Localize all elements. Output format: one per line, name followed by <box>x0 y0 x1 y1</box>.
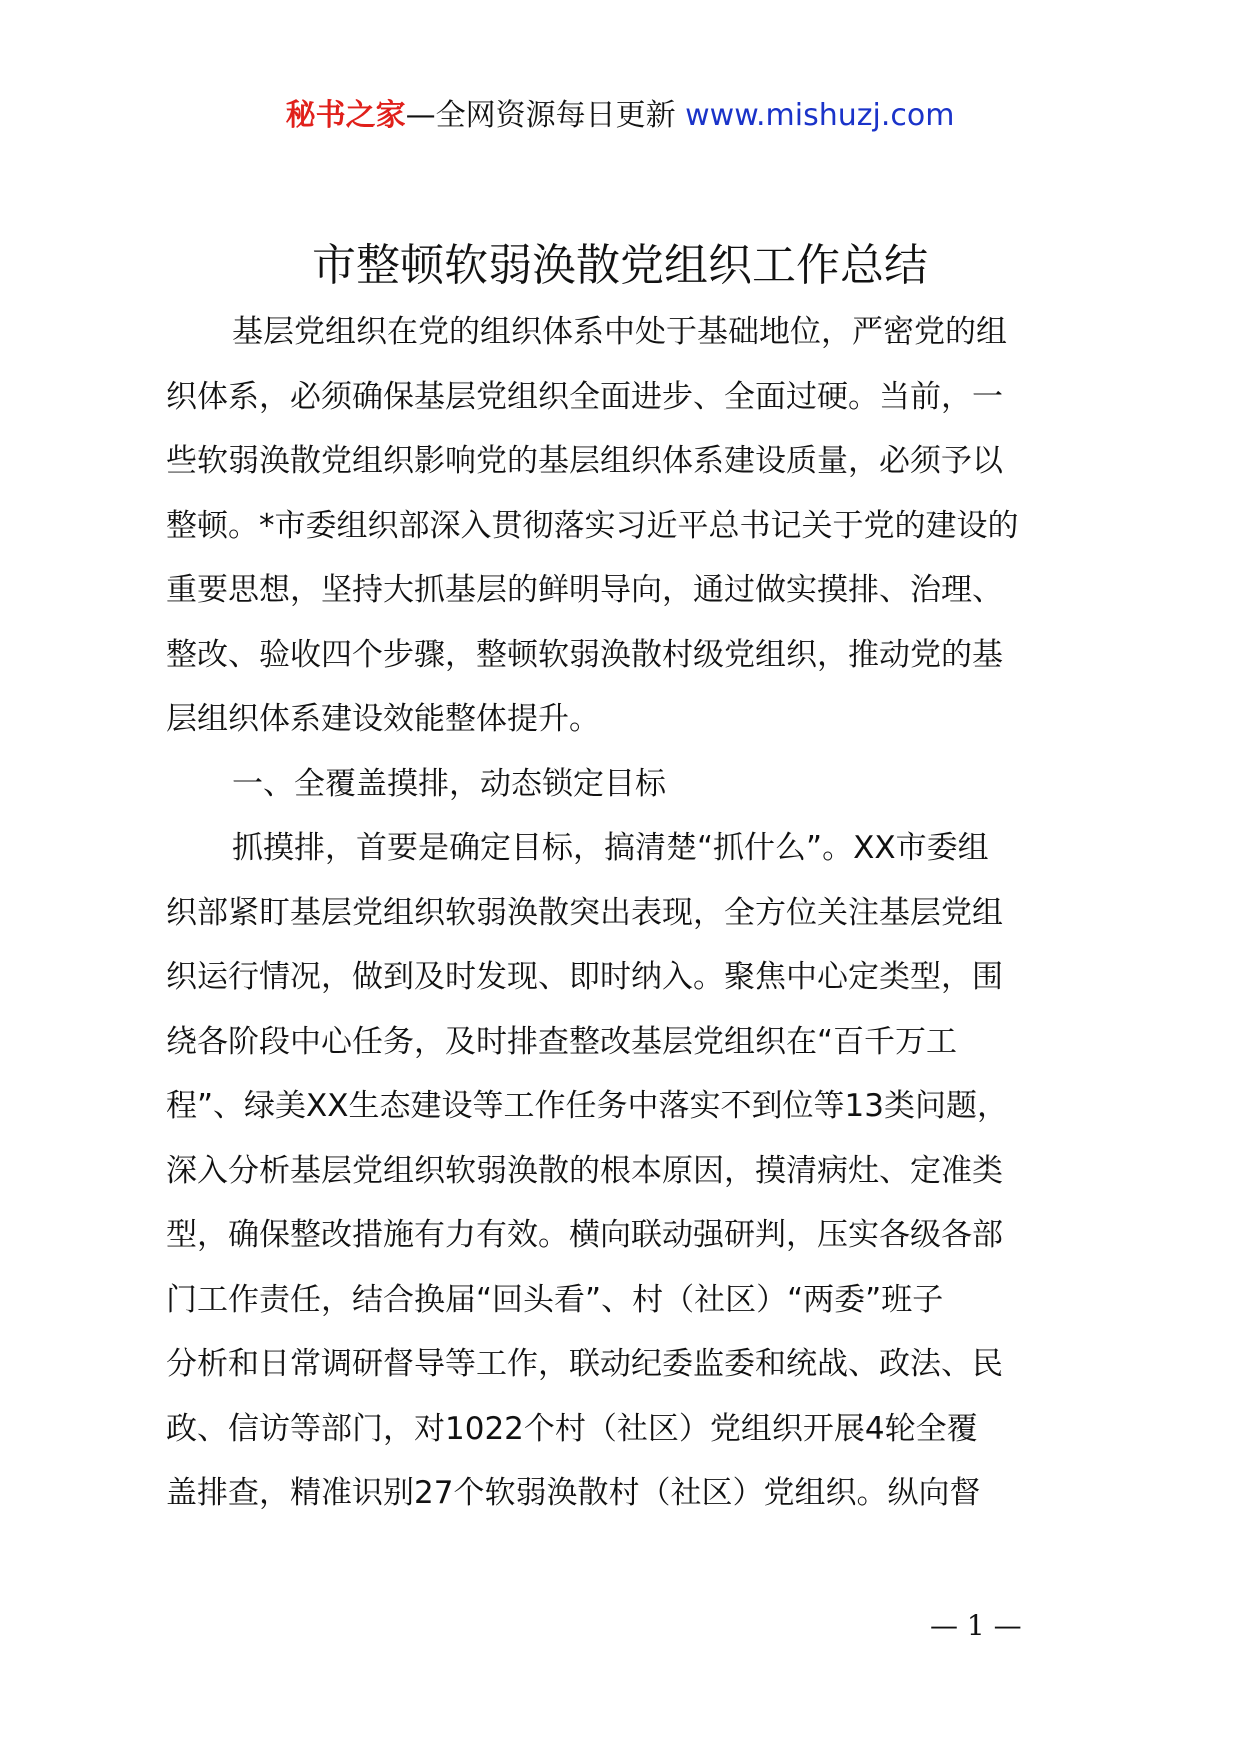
brand-name: 秘书之家 <box>285 98 406 133</box>
text-line: 绕各阶段中心任务，及时排查整改基层党组织在“百千万工 <box>166 1023 958 1060</box>
text-line: 政、信访等部门，对1022个村（社区）党组织开展4轮全覆 <box>166 1410 978 1447</box>
text-line: 层组织体系建设效能整体提升。 <box>166 701 600 737</box>
text-line: 整改、验收四个步骤，整顿软弱涣散村级党组织，推动党的基 <box>166 636 1003 673</box>
text-line: 织运行情况，做到及时发现、即时纳入。聚焦中心定类型，围 <box>166 959 1003 995</box>
text-line: 织体系，必须确保基层党组织全面进步、全面过硬。当前，一 <box>166 378 1003 415</box>
header-slogan: —全网资源每日更新 <box>405 98 676 133</box>
text-line: 深入分析基层党组织软弱涣散的根本原因，摸清病灶、定准类 <box>166 1152 1003 1189</box>
site-url: www.mishuzj.com <box>685 98 955 133</box>
site-header <box>0 96 1240 136</box>
text-line: 盖排查，精准识别27个软弱涣散村（社区）党组织。纵向督 <box>166 1475 981 1511</box>
text-line: 整顿。*市委组织部深入贯彻落实习近平总书记关于党的建设的 <box>166 507 1019 544</box>
text-line: 分析和日常调研督导等工作，联动纪委监委和统战、政法、民 <box>166 1346 1003 1382</box>
text-line: 型，确保整改措施有力有效。横向联动强研判，压实各级各部 <box>166 1217 1003 1253</box>
text-line: 重要思想，坚持大抓基层的鲜明导向，通过做实摸排、治理、 <box>166 572 1003 608</box>
text-line: 程”、绿美XX生态建设等工作任务中落实不到位等13类问题， <box>166 1088 1008 1124</box>
text-line: 门工作责任，结合换届“回头看”、村（社区）“两委”班子 <box>166 1281 944 1318</box>
document-title: 市整顿软弱涣散党组织工作总结 <box>312 240 928 291</box>
document-body <box>166 300 1096 1526</box>
section-heading: 一、全覆盖摸排，动态锁定目标 <box>232 765 666 802</box>
text-line: 基层党组织在党的组织体系中处于基础地位，严密党的组 <box>232 314 1007 350</box>
text-line: 织部紧盯基层党组织软弱涣散突出表现，全方位关注基层党组 <box>166 894 1003 931</box>
text-line: 些软弱涣散党组织影响党的基层组织体系建设质量，必须予以 <box>166 443 1003 479</box>
page-number: — 1 — <box>930 1609 1022 1642</box>
text-line: 抓摸排，首要是确定目标，搞清楚“抓什么”。XX市委组 <box>232 830 989 866</box>
